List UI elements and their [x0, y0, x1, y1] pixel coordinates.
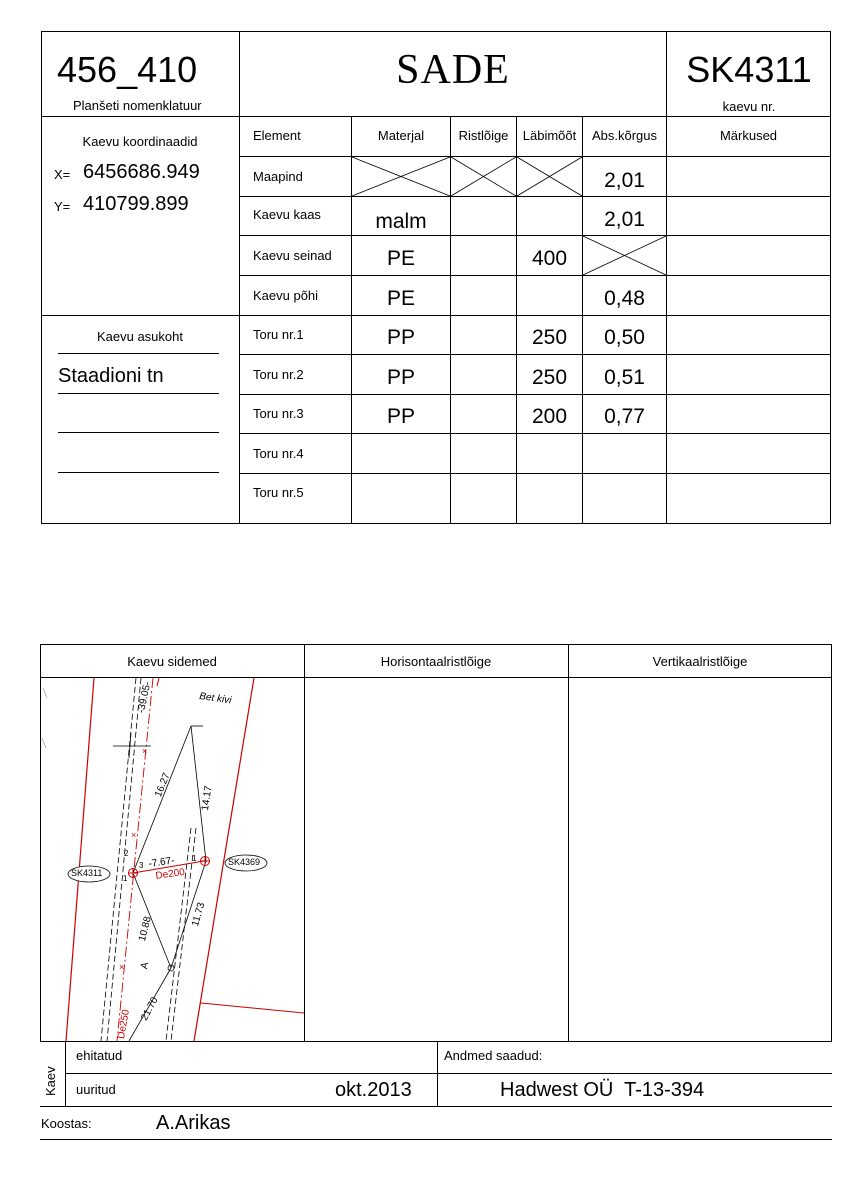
drawing-manhole-label: SK4369	[228, 857, 261, 867]
svg-text:×: ×	[119, 962, 125, 972]
x-coordinate: 6456686.949	[83, 161, 200, 183]
drawing-dimension: 16.27	[153, 771, 173, 799]
drawing-dimension: 21.70	[139, 995, 161, 1023]
cross-mark-walls	[582, 235, 667, 276]
drawing-dimension: -7.67-	[147, 855, 176, 870]
row-diameter: 250	[531, 326, 568, 349]
row-element: Kaevu seinad	[253, 248, 332, 263]
row-abs: 2,01	[604, 169, 645, 192]
row-element: Maapind	[253, 169, 303, 184]
drawing-manhole-label: SK4311	[71, 868, 103, 878]
col-header-abs-height: Abs.kõrgus	[591, 128, 658, 143]
footer-built-label: ehitatud	[76, 1048, 123, 1063]
drawing-label-bet: Bet kivi	[198, 691, 233, 707]
col-vertical-header: Vertikaalristlõige	[652, 654, 748, 669]
row-abs: 0,50	[604, 326, 645, 349]
footer-author: A.Arikas	[156, 1112, 231, 1134]
drawing-point-number: 3	[139, 861, 144, 870]
footer-author-label: Koostas:	[41, 1116, 92, 1131]
drawing-point-number: 2	[124, 849, 129, 858]
row-material: PP	[386, 326, 415, 349]
row-abs: 0,48	[604, 287, 645, 310]
row-abs: 0,51	[604, 366, 645, 389]
drawing-letter: A	[139, 961, 152, 971]
col-links-header: Kaevu sidemed	[127, 654, 217, 669]
drawing-dimension: 10.88	[137, 915, 154, 943]
col-header-cross-section: Ristlõige	[458, 128, 509, 143]
divider	[437, 1042, 438, 1107]
coords-label: Kaevu koordinaadid	[82, 134, 198, 149]
row-element: Kaevu kaas	[253, 207, 321, 222]
row-element: Toru nr.3	[253, 406, 304, 421]
row-material: PE	[386, 287, 415, 310]
footer-data-label: Andmed saadud:	[444, 1048, 543, 1063]
row-diameter: 250	[531, 366, 568, 389]
divider	[41, 116, 831, 117]
divider	[239, 473, 831, 474]
footer-date: okt.2013	[335, 1079, 412, 1101]
drawing-point-number: 1	[123, 874, 128, 883]
nomenclature-value: 456_410	[57, 49, 198, 90]
footer-data-value: Hadwest OÜ T-13-394	[500, 1079, 705, 1101]
col-header-notes: Märkused	[719, 128, 778, 143]
svg-text:×: ×	[131, 830, 137, 840]
nomenclature-label: Planšeti nomenklatuur	[73, 98, 202, 113]
row-diameter: 200	[531, 405, 568, 428]
location-label: Kaevu asukoht	[96, 329, 183, 344]
row-element: Toru nr.2	[253, 367, 304, 382]
underline	[58, 353, 219, 354]
divider	[304, 644, 305, 1042]
divider	[40, 1106, 832, 1107]
drawing-dimension: 11.73	[190, 901, 208, 928]
col-header-diameter: Läbimõõt	[522, 128, 577, 143]
divider	[239, 275, 831, 276]
drawing-pipe-label: De250	[116, 1008, 132, 1040]
y-coordinate: 410799.899	[83, 193, 189, 215]
divider	[239, 354, 831, 355]
row-diameter: 400	[531, 247, 568, 270]
divider	[65, 1042, 66, 1107]
row-element: Kaevu põhi	[253, 288, 319, 303]
drawing-dimension: 14.17	[200, 785, 215, 812]
drawing-point-number: 1	[192, 854, 197, 863]
row-material: PP	[386, 366, 415, 389]
col-horizontal-header: Horisontaalristlõige	[380, 654, 492, 669]
divider	[239, 433, 831, 434]
underline	[58, 393, 219, 394]
row-element: Toru nr.4	[253, 446, 304, 461]
row-element: Toru nr.5	[253, 485, 304, 500]
col-header-material: Materjal	[377, 128, 425, 143]
divider	[239, 235, 831, 236]
underline	[58, 432, 219, 433]
drawing-pipe-label: De200	[154, 866, 186, 882]
divider	[65, 1073, 832, 1074]
underline	[58, 472, 219, 473]
manhole-label: kaevu nr.	[722, 99, 776, 114]
footer-side-label: Kaev	[43, 1066, 58, 1096]
row-element: Toru nr.1	[253, 327, 304, 342]
row-material: malm	[375, 210, 427, 233]
drawing-dimension: -39.05-	[136, 680, 154, 715]
divider	[40, 1139, 832, 1140]
document-title: SADE	[396, 47, 510, 93]
x-prefix: X=	[54, 167, 71, 182]
row-abs: 0,77	[604, 405, 645, 428]
row-material: PP	[386, 405, 415, 428]
manhole-id: SK4311	[686, 49, 812, 90]
cross-marks-row1	[351, 156, 583, 197]
location-street: Staadioni tn	[58, 365, 164, 387]
svg-text:×: ×	[142, 746, 148, 756]
row-abs: 2,01	[604, 208, 645, 231]
y-prefix: Y=	[54, 199, 71, 214]
col-header-element: Element	[253, 128, 301, 143]
divider	[568, 644, 569, 1042]
divider	[239, 394, 831, 395]
divider	[41, 315, 831, 316]
divider	[239, 31, 240, 524]
footer-surveyed-label: uuritud	[76, 1082, 116, 1097]
row-material: PE	[386, 247, 415, 270]
